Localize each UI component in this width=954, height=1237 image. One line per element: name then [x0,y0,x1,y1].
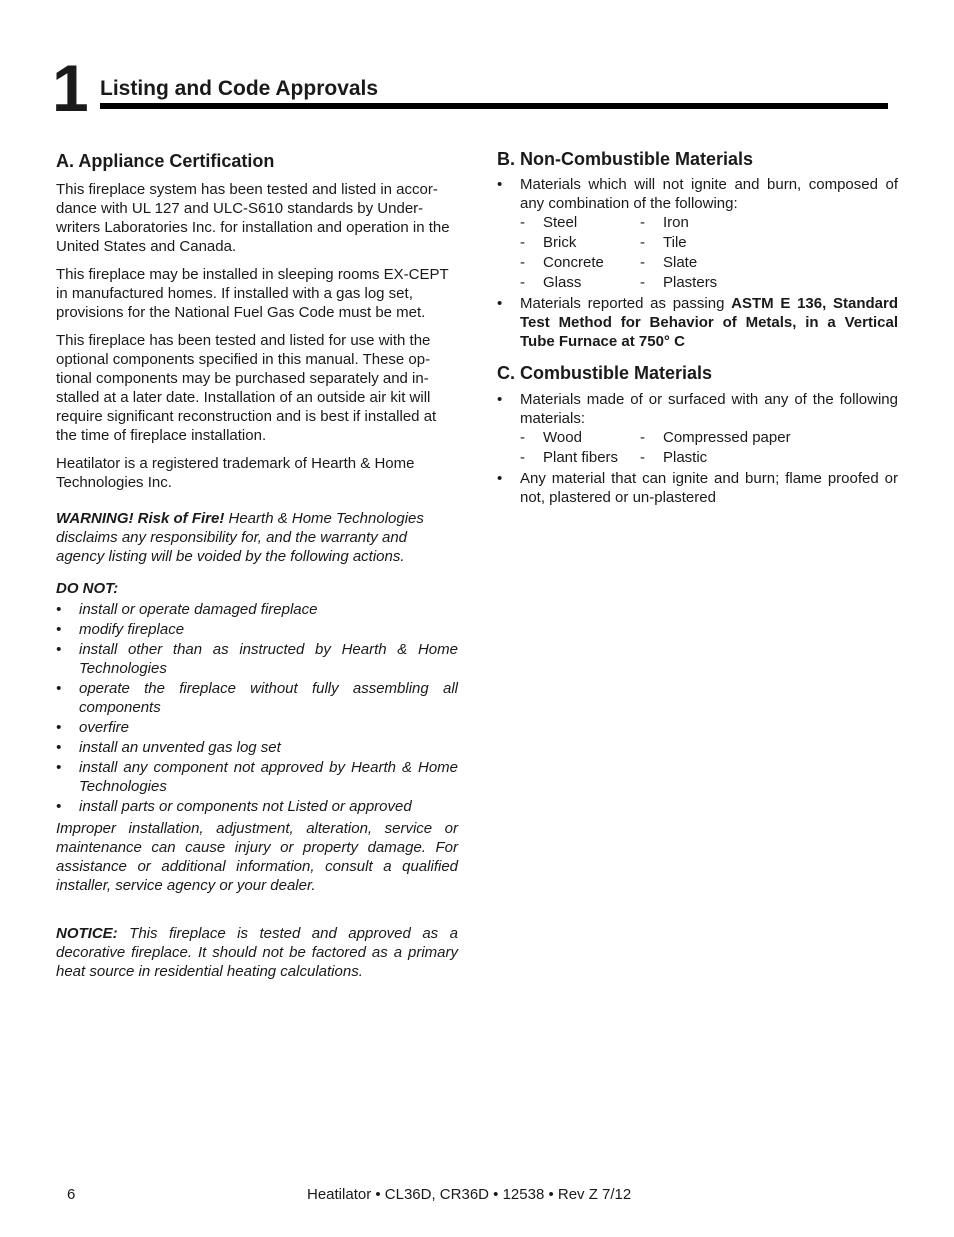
material-item [520,448,640,467]
right-column [497,148,898,508]
section-number: 1 [52,51,87,125]
bullet-glyph: • [497,176,503,193]
notice-label: NOTICE: [56,925,118,942]
material-label: Slate [663,254,698,271]
non-combustible-materials-grid [520,213,898,292]
heading-appliance-certification: A. Appliance Certification [56,151,275,171]
material-item [640,213,840,232]
warning-text: Hearth & Home Technologies disclaims any responsibility for, and the warranty and agency listing will be voided by the following actions. [56,510,424,565]
list-item-text: install or operate damaged fireplace [79,601,318,618]
non-combustible-list [497,175,898,351]
section-rule [100,103,888,109]
do-not-list [56,600,458,816]
material-item [640,233,840,252]
bullet-glyph: • [56,739,62,756]
bullet-glyph: • [56,621,62,638]
warning-label: WARNING! Risk of Fire! [56,510,225,527]
do-not-label: DO NOT: [56,580,119,597]
paragraph-sleeping-rooms: This fireplace may be installed in sleeping rooms EX-CEPT in manufactured homes. If installed with a gas log set, provisions for the National Fuel Gas Code must be met. [56,266,449,321]
material-label: Compressed paper [663,429,791,446]
footer-doc-info: Heatilator • CL36D, CR36D • 12538 • Rev Z 7/12 [307,1186,632,1203]
list-item-text: install other than as instructed by Hearth & Home Technologies [79,641,458,677]
dash-glyph: - [520,254,525,271]
heading-combustible: C. Combustible Materials [497,363,713,383]
dash-glyph: - [520,214,525,231]
dash-glyph: - [640,234,645,251]
list-item [56,679,458,717]
combustible-list [497,390,898,507]
list-item-text: overfire [79,719,130,736]
dash-glyph: - [520,449,525,466]
do-not-paragraph [56,579,458,598]
list-item-text: modify fireplace [79,621,185,638]
material-label: Brick [543,234,577,251]
list-item-text: install parts or components not Listed or approved [79,798,412,815]
list-item [56,640,458,678]
material-item [520,233,640,252]
list-item [56,718,458,737]
list-item [497,469,898,507]
bullet-glyph: • [56,601,62,618]
material-label: Glass [543,274,582,291]
dash-glyph: - [640,214,645,231]
section-title: Listing and Code Approvals [100,77,379,100]
list-item [56,758,458,796]
bullet-glyph: • [56,798,62,815]
material-label: Tile [663,234,687,251]
dash-glyph: - [520,234,525,251]
material-label: Plastic [663,449,708,466]
list-item-text: Materials which will not ignite and burn, composed of any combination of the following: [520,176,898,212]
material-label: Concrete [543,254,604,271]
bullet-glyph: • [56,759,62,776]
list-item [56,620,458,639]
list-item [56,797,458,816]
notice-text: This fireplace is tested and approved as a decorative fireplace. It should not be factored as a primary heat source in residential heating calculations. [56,925,458,980]
material-item [640,253,840,272]
list-item-text: Any material that can ignite and burn; flame proofed or not, plastered or un-plastered [520,470,898,506]
left-column [56,150,458,981]
warning-paragraph [56,509,458,566]
bullet-glyph: • [56,680,62,697]
dash-glyph: - [640,449,645,466]
dash-glyph: - [520,274,525,291]
footer-page-number: 6 [67,1186,76,1203]
material-label: Iron [663,214,689,231]
bullet-glyph: • [497,470,503,487]
list-item-text: Materials made of or surfaced with any of the following materials: [520,391,898,427]
astm-standard-text: ASTM E 136, Standard Test Method for Behavior of Metals, in a Vertical Tube Furnace at 750° C [520,295,898,350]
material-item [640,428,840,447]
list-item [497,390,898,467]
material-item [640,273,840,292]
material-item [520,273,640,292]
list-item-text: operate the fireplace without fully assembling all components [79,680,458,716]
material-label: Steel [543,214,578,231]
paragraph-certification: This fireplace system has been tested and listed in accor-dance with UL 127 and ULC-S610 standards by Under-writers Laboratories Inc. for installation and operation in the United States and Canada. [56,181,450,255]
dash-glyph: - [520,429,525,446]
notice-paragraph [56,924,458,981]
material-item [520,428,640,447]
bullet-glyph: • [56,641,62,658]
dash-glyph: - [640,254,645,271]
list-item-text: install any component not approved by Hearth & Home Technologies [79,759,458,795]
dash-glyph: - [640,274,645,291]
material-label: Plasters [663,274,718,291]
combustible-materials-grid [520,428,898,467]
dash-glyph: - [640,429,645,446]
improper-installation-text: Improper installation, adjustment, alteration, service or maintenance can cause injury or property damage. For assistance or additional information, consult a qualified installer, service agency or your dealer. [56,820,458,894]
material-item [520,253,640,272]
list-item-text: install an unvented gas log set [79,739,281,756]
material-label: Wood [543,429,582,446]
material-label: Plant fibers [543,449,619,466]
list-item-text: Materials reported as passing [520,295,732,312]
list-item [56,738,458,757]
list-item [497,294,898,351]
bullet-glyph: • [497,391,503,408]
paragraph-trademark: Heatilator is a registered trademark of Hearth & Home Technologies Inc. [56,455,415,491]
bullet-glyph: • [497,295,503,312]
list-item [497,175,898,292]
paragraph-optional-components: This fireplace has been tested and listed for use with the optional components specified in this manual. These op-tional components may be purchased separately and in-stalled at a later date. Installation of an outside air kit will require significant reconstruction and is best if installed at the time of fireplace installation. [56,332,437,444]
bullet-glyph: • [56,719,62,736]
heading-non-combustible: B. Non-Combustible Materials [497,149,754,169]
material-item [520,213,640,232]
list-item [56,600,458,619]
material-item [640,448,840,467]
